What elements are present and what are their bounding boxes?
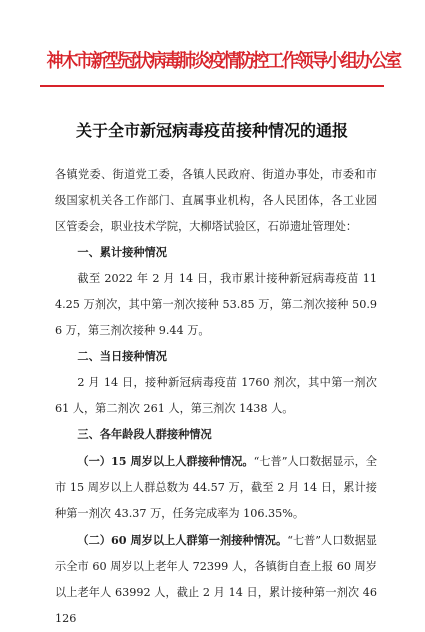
section-1-heading: 一、累计接种情况 [77,246,167,259]
red-divider-line [40,85,384,87]
section-3-sub-1 [55,448,377,527]
document-title: 关于全市新冠病毒疫苗接种情况的通报 [75,121,348,140]
issuing-office-header: 神木市新型冠状病毒肺炎疫情防控工作领导小组办公室 [46,51,400,72]
section-3-heading: 三、各年龄段人群接种情况 [77,428,212,441]
section-3-sub-2-body: “七普”人口数据显示全市 60 周岁以上老年人 72399 人，各镇街自查上报 60 周岁以上老年人 63992 人，截止 2 月 14 日，累计接种第一剂次 46126 [55,534,377,625]
section-3-sub-2-lead: （二）60 周岁以上人群第一剂接种情况。 [77,533,288,547]
section-2-heading: 二、当日接种情况 [77,350,167,363]
section-3-sub-1-body: “七普”人口数据显示，全市 15 周岁以上人群总数为 44.57 万，截至 2 月 14 日，累计接种第一剂次 43.37 万，任务完成率为 106.35%。 [55,455,377,520]
section-2 [55,344,377,422]
section-3-sub-2 [55,527,377,632]
section-2-body: 2 月 14 日，接种新冠病毒疫苗 1760 剂次，其中第一剂次 61 人，第二剂次 261 人，第三剂次 1438 人。 [55,376,377,415]
section-3 [55,422,377,632]
section-3-sub-1-lead: （一）15 周岁以上人群接种情况。 [77,454,254,468]
salutation: 各镇党委、街道党工委，各镇人民政府、街道办事处，市委和市级国家机关各工作部门、直属事业机构，各人民团体，各工业园区管委会，职业技术学院，大柳塔试验区，石峁遗址管理处： [55,168,377,233]
section-1-body: 截至 2022 年 2 月 14 日，我市累计接种新冠病毒疫苗 114.25 万剂次，其中第一剂次接种 53.85 万，第二剂次接种 50.96 万，第三剂次接种 9.44 万。 [55,272,377,337]
section-1 [55,240,377,344]
salutation-block [55,162,377,240]
